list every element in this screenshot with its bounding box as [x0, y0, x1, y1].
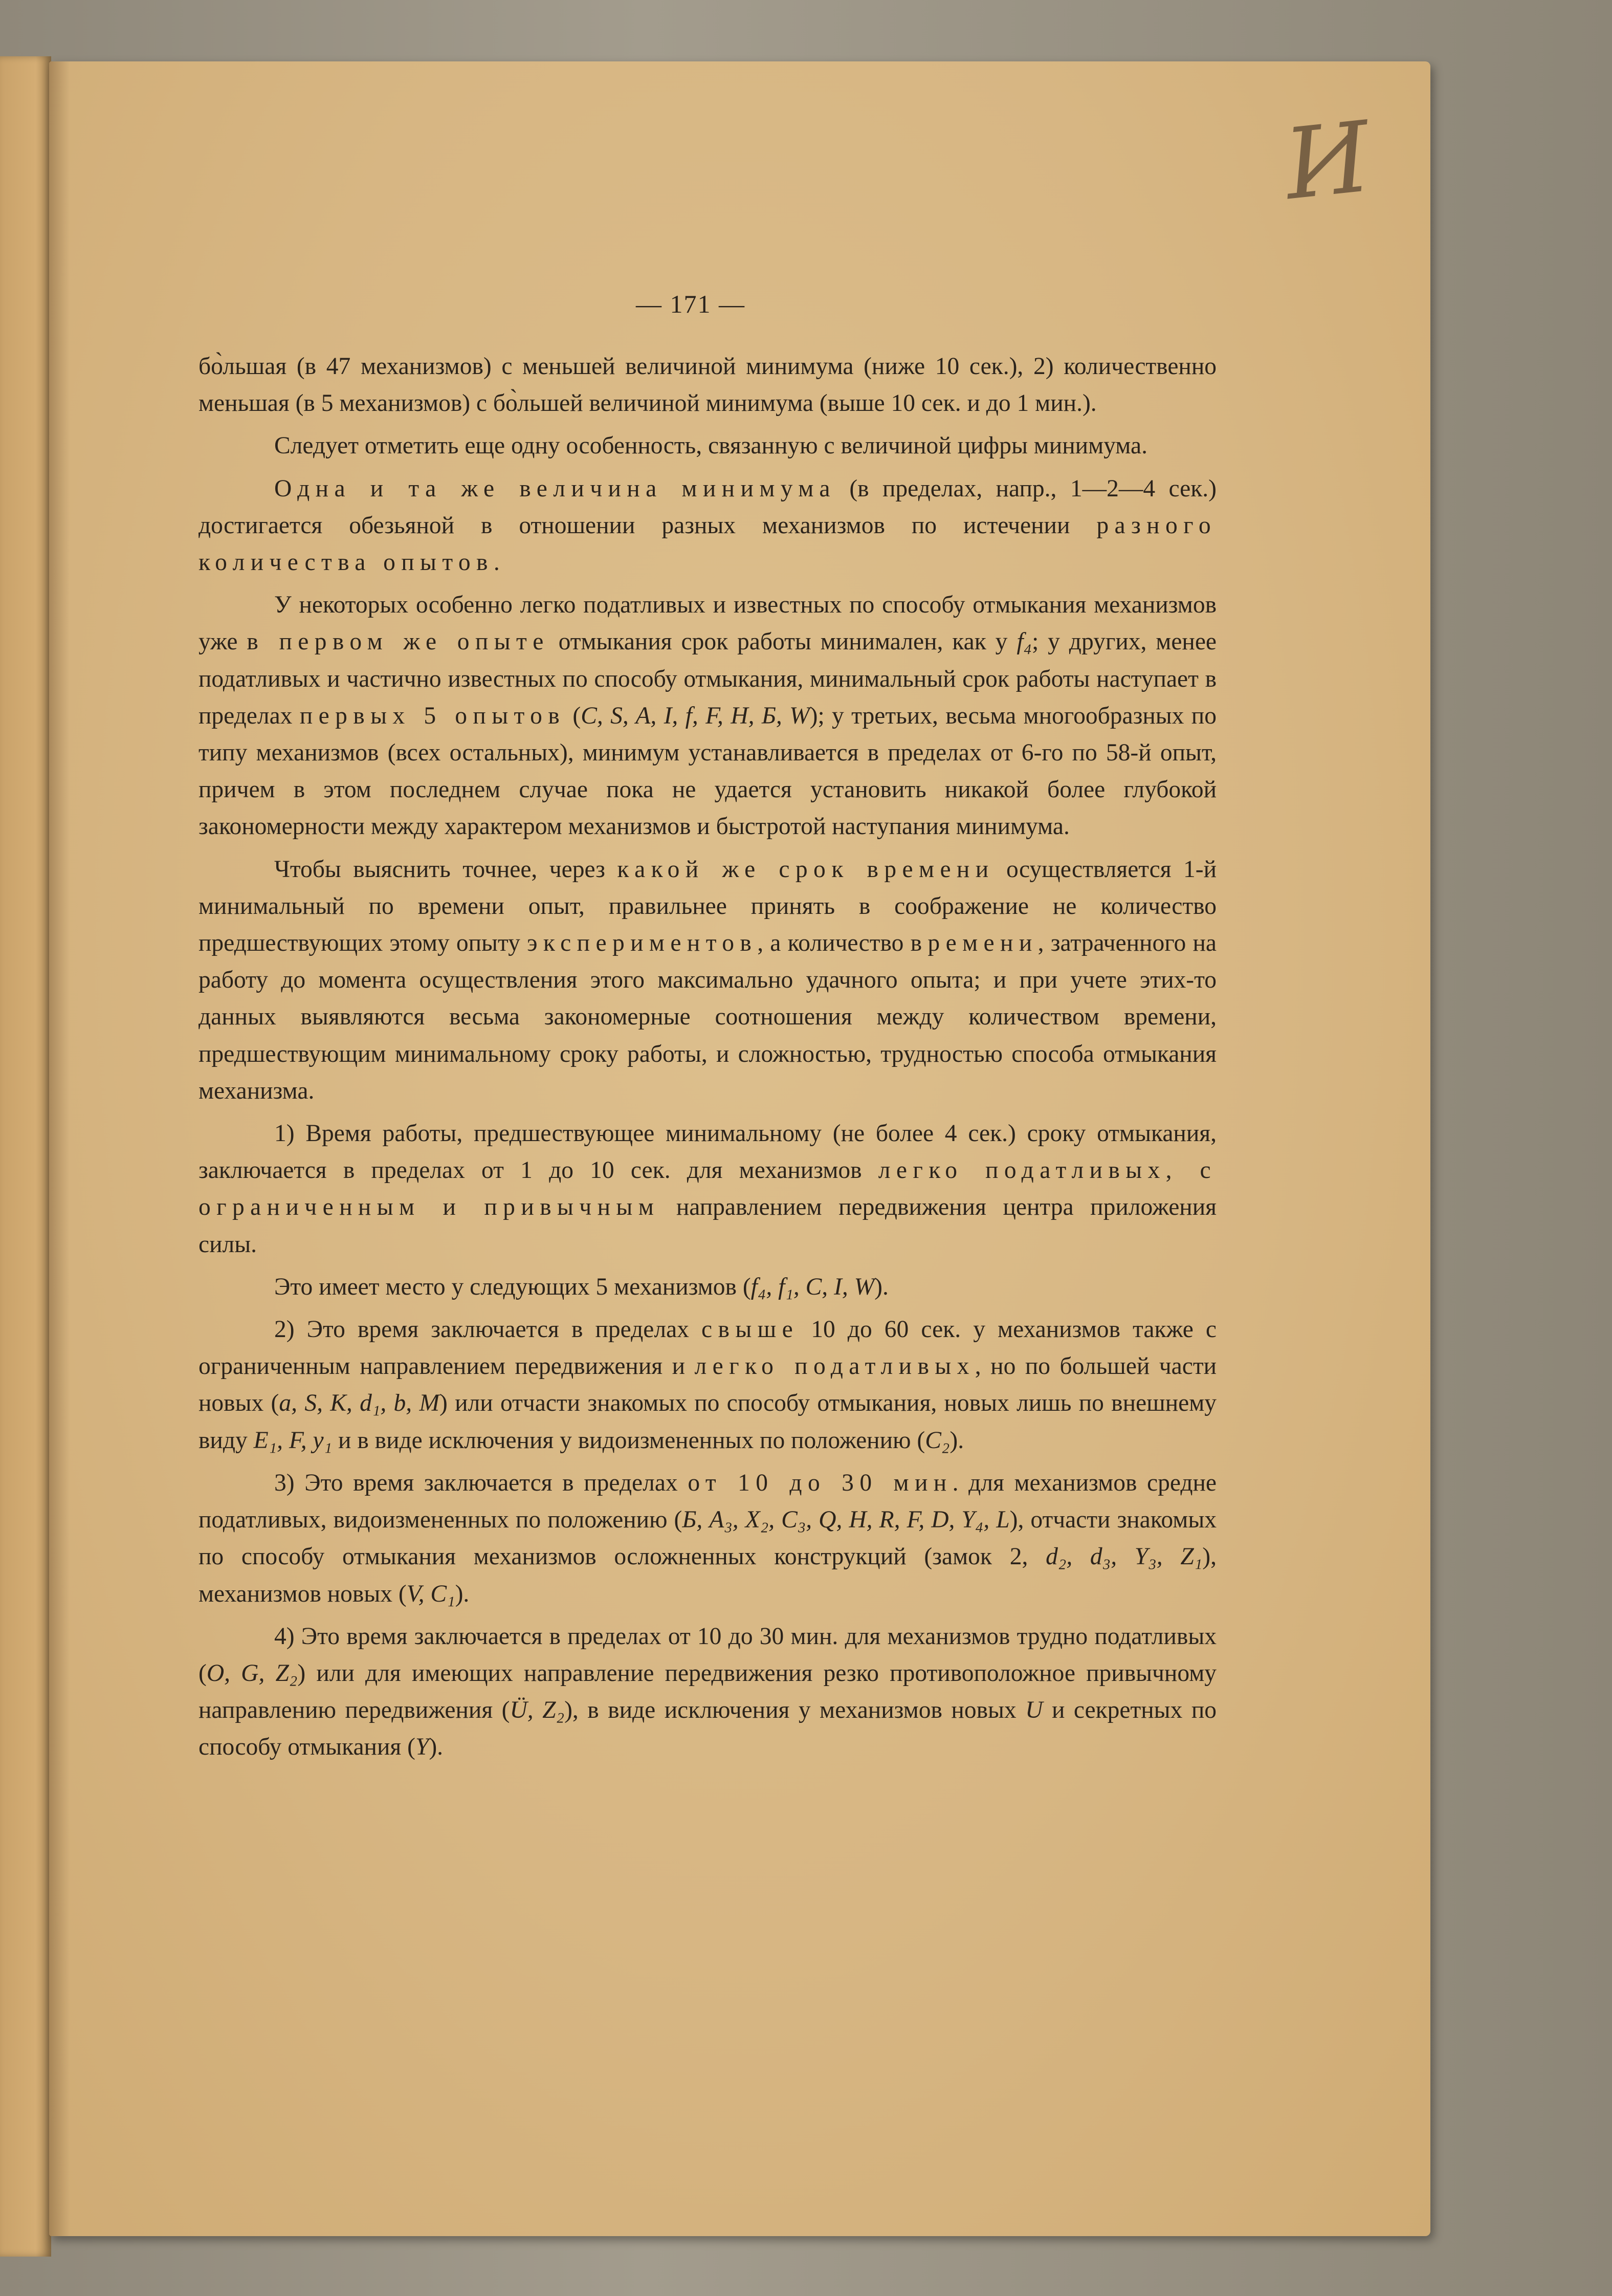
text-run: отмыкания срок работы минимален, как у	[549, 628, 1017, 655]
paragraph-4	[198, 586, 1217, 845]
math-symbols: Ü, Z₂	[510, 1697, 565, 1724]
text-run: ).	[949, 1427, 964, 1454]
text-run: 10 до 60 сек. у механизмов также с ограниченным направлением передвижения и	[198, 1316, 1217, 1380]
math-symbols: O, G, Z₂	[206, 1659, 298, 1687]
paragraph-9	[198, 1464, 1217, 1612]
spaced-emphasis: Одна и та же величина минимума	[274, 475, 836, 502]
spaced-emphasis: какой же срок времени	[617, 856, 995, 883]
spaced-emphasis: от 10 до 30 мин	[688, 1469, 953, 1496]
text-run: ; у других, менее податливых и частично известных по способу отмыкания, минимальный срок работы наступает в пределах	[198, 628, 1217, 729]
paragraph-8	[198, 1311, 1217, 1459]
math-symbols: a, S, K, d₁, b, M	[279, 1390, 440, 1417]
text-run: и в виде исключения у видоизмененных по положению (	[332, 1427, 925, 1454]
handwritten-margin-mark: И	[1279, 100, 1376, 222]
text-run: ), механизмов новых (	[198, 1543, 1217, 1607]
math-symbols: f₄	[1017, 628, 1032, 655]
text-run: Это имеет место у следующих 5 механизмов (	[274, 1273, 751, 1300]
text-run: .	[493, 549, 500, 576]
math-symbols: f₄, f₁, C, I, W	[750, 1273, 875, 1300]
text-run: бо̀льшая (в 47 механизмов) с меньшей величиной минимума (ниже 10 сек.), 2) количественно меньшая (в 5 механизмов) с бо̀льшей величиной минимума (выше 10 сек. и до 1 мин.).	[198, 353, 1217, 417]
math-symbols: U	[1025, 1697, 1043, 1724]
paragraph-2	[198, 427, 1217, 464]
spaced-emphasis: времени	[910, 930, 1038, 957]
text-run: Следует отметить еще одну особенность, связанную с величиной цифры минимума.	[274, 432, 1147, 460]
body-text	[198, 348, 1217, 1766]
spaced-emphasis: в первом же опыте	[247, 628, 549, 655]
text-run: ).	[429, 1734, 444, 1761]
spaced-emphasis: легко податливых, с ограниченным и привычным	[198, 1157, 1217, 1221]
text-run: Чтобы выяснить точнее, через	[274, 856, 617, 883]
math-symbols: Y	[415, 1734, 429, 1761]
paragraph-5	[198, 851, 1217, 1109]
text-run: ); у третьих, весьма многообразных по типу механизмов (всех остальных), минимум устанавливается в пределах от 6-го по 58-й опыт, причем в этом последнем случае пока не удается установить никакой более глубокой закономерности между характером механизмов и быстротой наступания минимума.	[198, 702, 1217, 840]
text-run: У некоторых особенно легко податливых и известных по способу отмыкания механизмов уже	[198, 592, 1217, 655]
text-run: , а количество	[757, 930, 911, 957]
paragraph-1	[198, 348, 1217, 422]
text-run: ), отчасти знакомых по способу отмыкания механизмов осложненных конструкций (замок 2,	[198, 1506, 1217, 1570]
paragraph-10	[198, 1618, 1217, 1766]
text-run: 1) Время работы, предшествующее минимальному (не более 4 сек.) сроку отмыкания, заключается в пределах от 1 до 10 сек. для механизмов	[198, 1120, 1217, 1184]
text-run: ), в виде исключения у механизмов новых	[564, 1697, 1026, 1724]
math-symbols: C, S, A, I, f, F, H, Б, W	[581, 702, 810, 729]
math-symbols: Б, A₃, X₂, C₃, Q, H, R, F, D, Y₄, L	[682, 1506, 1010, 1534]
spaced-emphasis: свыше	[701, 1316, 799, 1343]
math-symbols: d₂, d₃, Y₃, Z₁	[1046, 1543, 1203, 1570]
math-symbols: E₁, F, y₁	[253, 1427, 333, 1454]
spaced-emphasis: легко податливых	[694, 1353, 975, 1380]
text-run: ) или для имеющих направление передвижения резко противоположное привычному направлению передвижения (	[198, 1659, 1217, 1724]
text-run: ).	[874, 1273, 889, 1300]
text-run: направлением передвижения центра приложения силы.	[198, 1194, 1217, 1258]
spaced-emphasis: экспериментов	[527, 930, 758, 957]
text-run: ).	[455, 1580, 470, 1607]
spaced-emphasis: разного количества опытов	[198, 512, 1217, 576]
spaced-emphasis: первых 5 опытов	[299, 702, 566, 729]
text-run: осуществляется 1-й минимальный по времени опыт, правильнее принять в соображение не количество предшествующих этому опыту	[198, 856, 1217, 957]
paragraph-6	[198, 1115, 1217, 1263]
text-run: 4) Это время заключается в пределах от 10 до 30 мин. для механизмов трудно податливых (	[198, 1623, 1217, 1687]
facing-page-edge	[0, 56, 51, 2257]
text-run: 3) Это время заключается в пределах	[274, 1469, 688, 1496]
binding-shadow	[49, 61, 70, 2236]
text-run: , но по большей части новых (	[198, 1353, 1217, 1417]
text-run: ) или отчасти знакомых по способу отмыкания, новых лишь по внешнему виду	[198, 1390, 1217, 1454]
math-symbols: C₂	[925, 1427, 950, 1454]
text-run: 2) Это время заключается в пределах	[274, 1316, 702, 1343]
math-symbols: V, C₁	[406, 1580, 455, 1607]
paragraph-3	[198, 470, 1217, 581]
text-run: (в пределах, напр., 1—2—4 сек.) достигается обезьяной в отношении разных механизмов по истечении	[198, 475, 1217, 539]
paragraph-7	[198, 1269, 1217, 1305]
page-number: — 171 —	[636, 290, 745, 318]
text-run: , затраченного на работу до момента осуществления этого максимально удачного опыта; и при учете этих-то данных выявляются весьма закономерные соотношения между количеством времени, предшествующим минимальному сроку работы, и сложностью, трудностью способа отмыкания механизма.	[198, 930, 1217, 1104]
text-run: . для механизмов средне податливых, видоизмененных по положению (	[198, 1469, 1217, 1534]
text-run: (	[565, 702, 581, 729]
text-run: и секретных по способу отмыкания (	[198, 1697, 1217, 1761]
